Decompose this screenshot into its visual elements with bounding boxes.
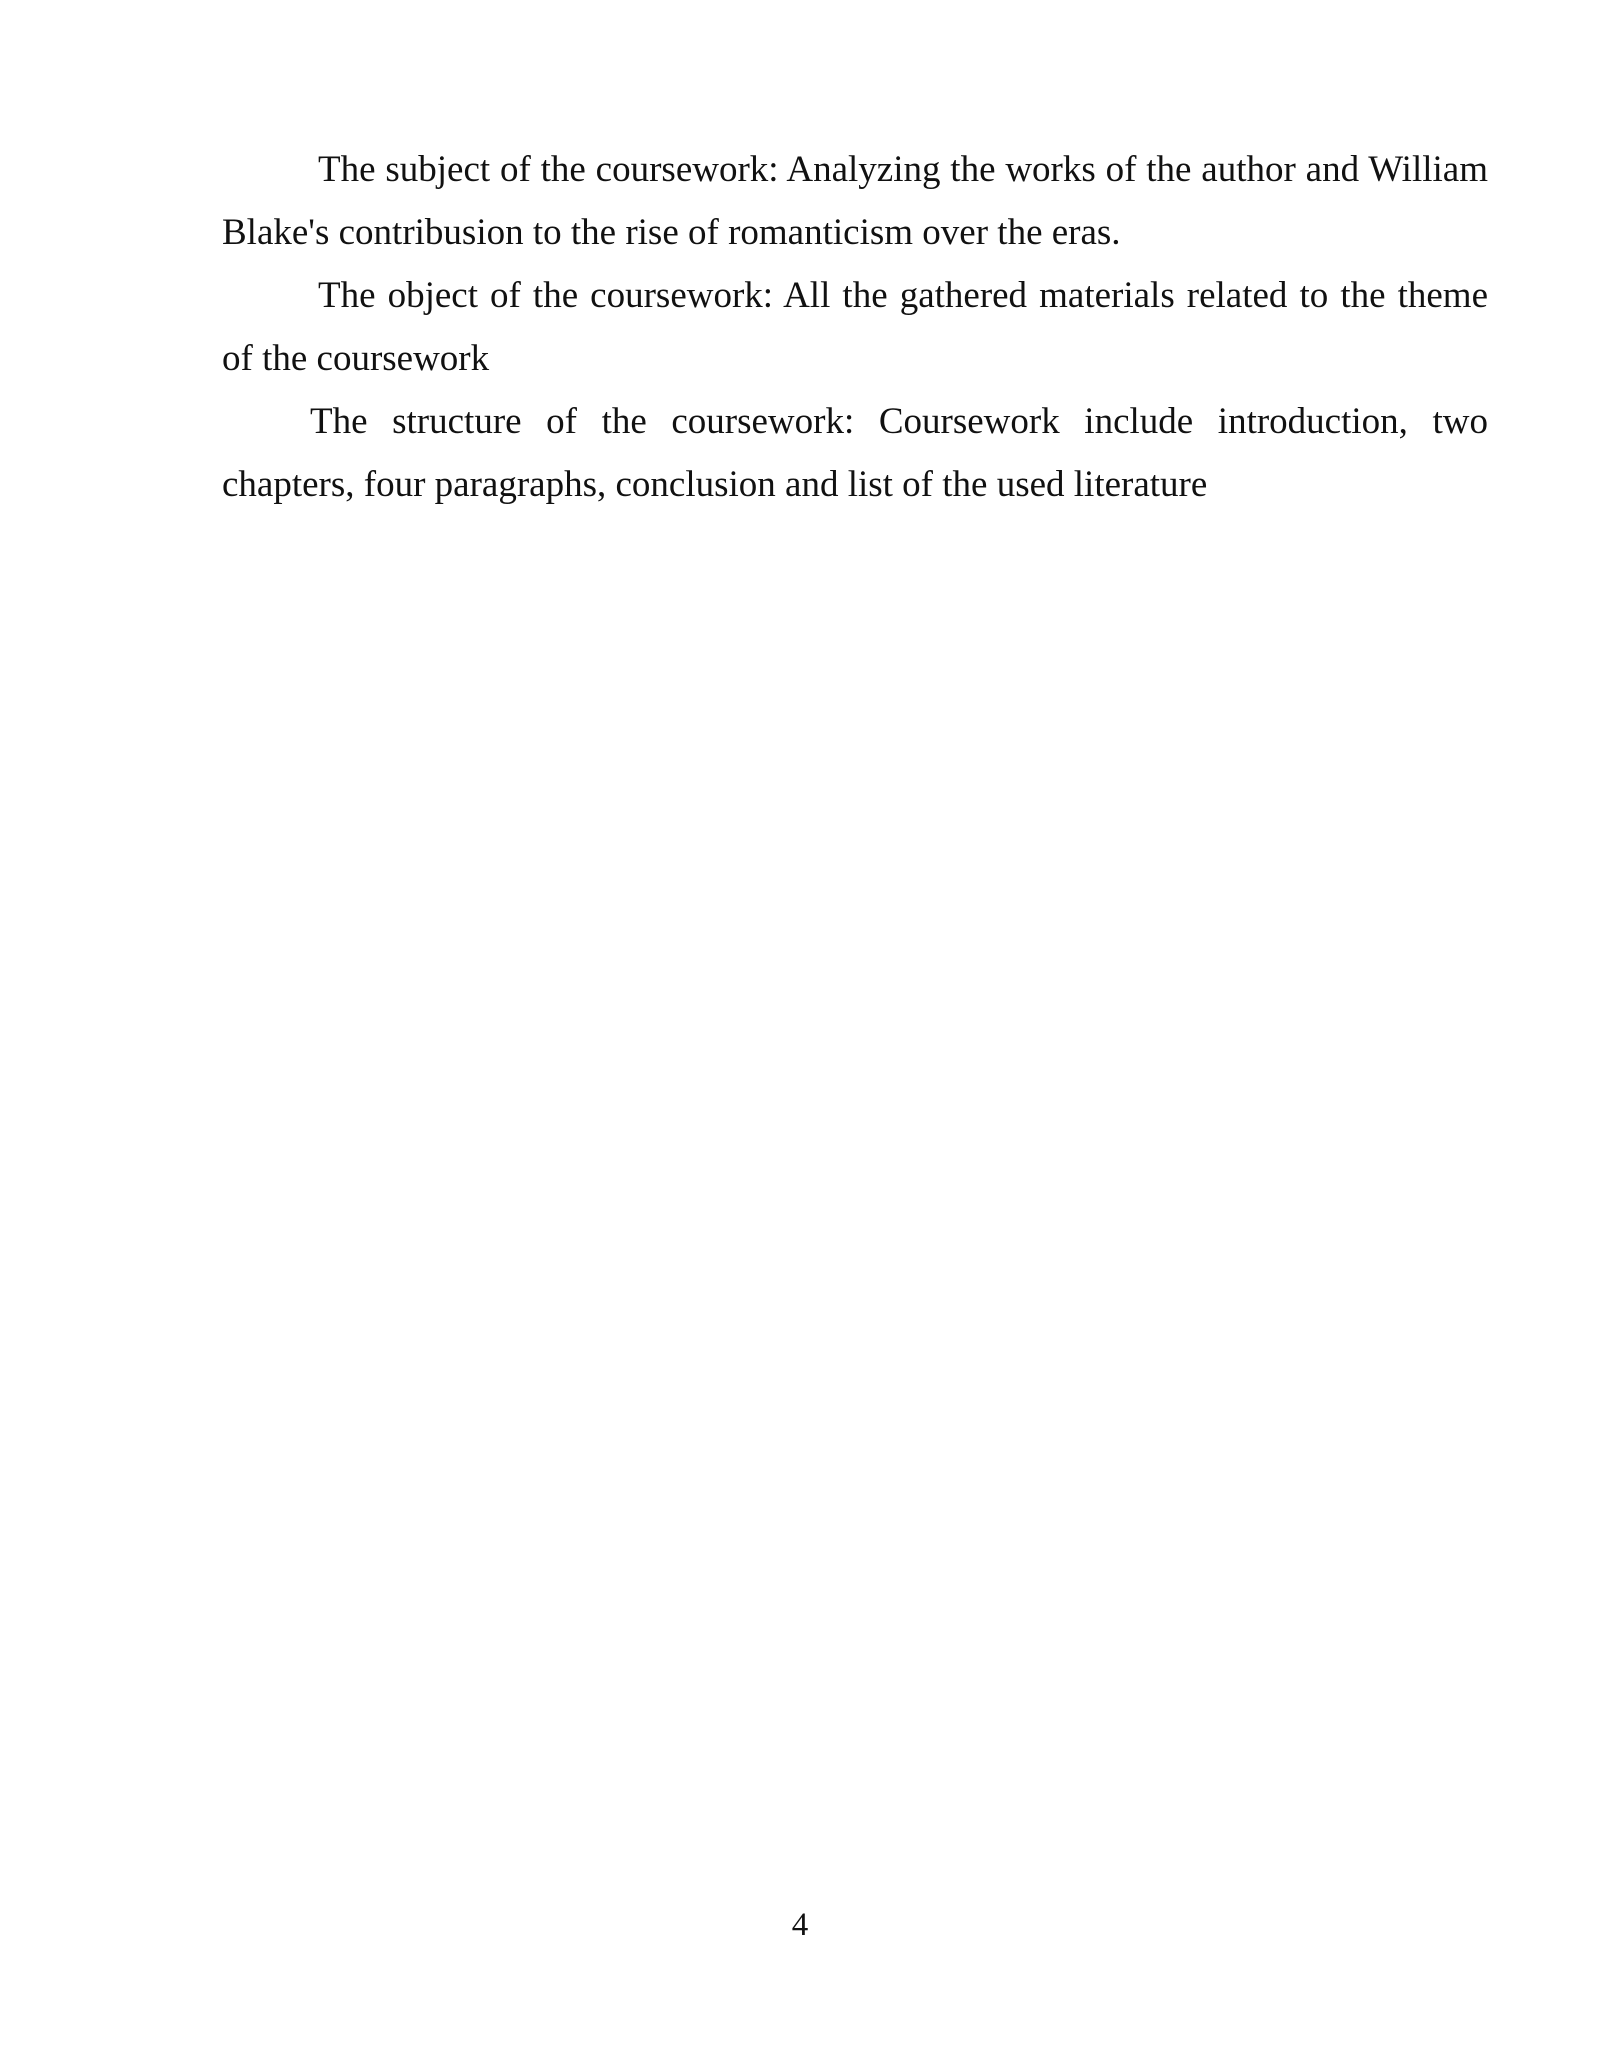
paragraph-object: The object of the coursework: All the gathered materials related to the theme of the coursework	[222, 275, 1488, 379]
page-number: 4	[791, 1907, 809, 1943]
paragraph-structure: The structure of the coursework: Coursework include introduction, two chapters, four paragraphs, conclusion and list of the used literature	[222, 401, 1488, 505]
paragraph-subject: The subject of the coursework: Analyzing the works of the author and William Blake's contribusion to the rise of romanticism over the eras.	[222, 149, 1488, 253]
body-text	[222, 138, 1488, 516]
